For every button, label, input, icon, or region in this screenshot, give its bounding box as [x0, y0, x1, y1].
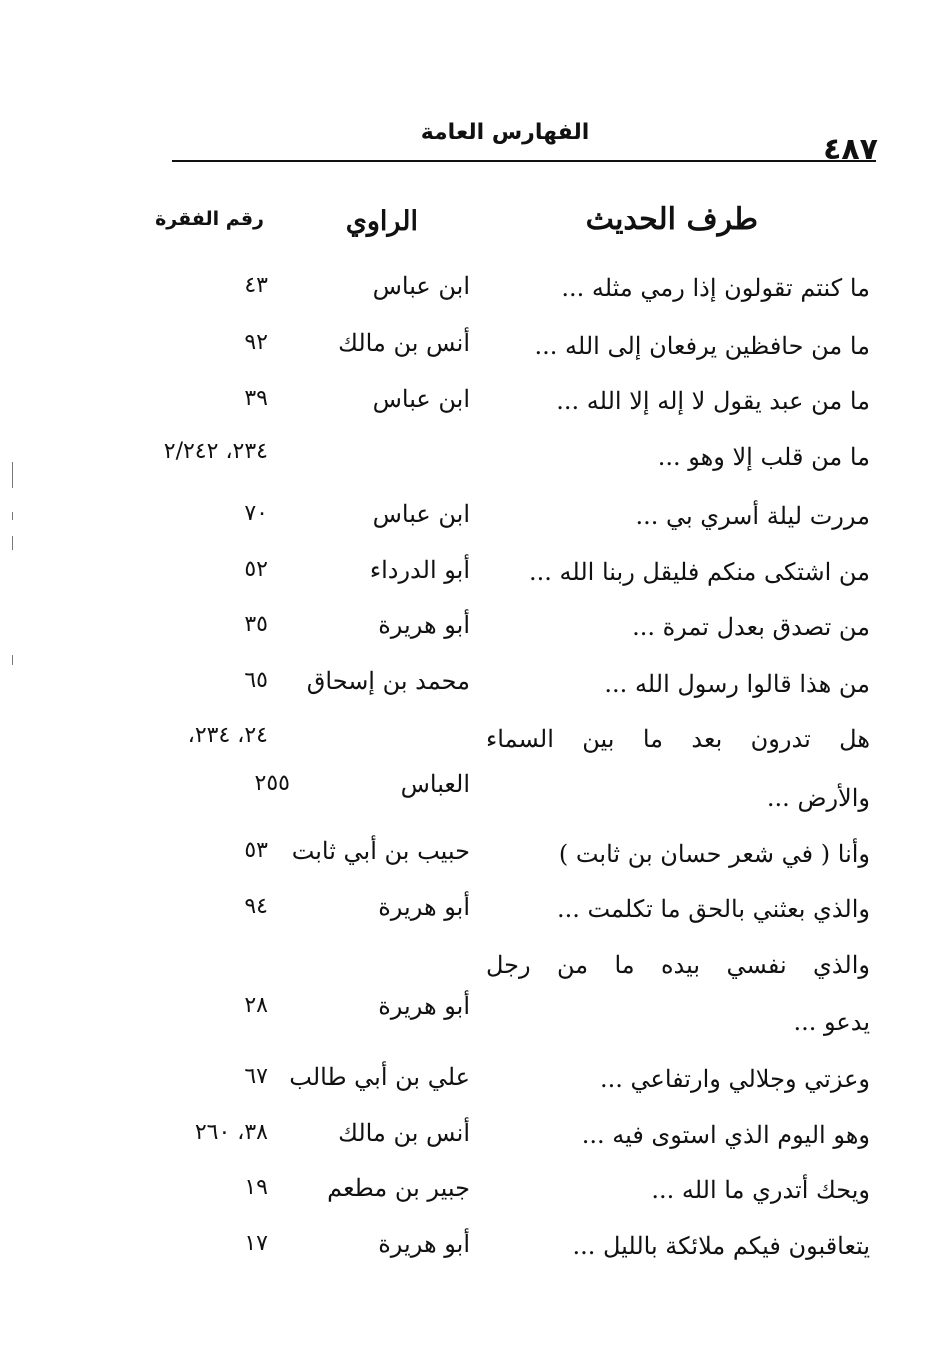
row-narrator: ابن عباس [372, 385, 470, 413]
row-hadith: من هذا قالوا رسول الله ... [604, 670, 870, 698]
row-narrator: أبو هريرة [378, 992, 470, 1020]
row-narrator: أبو هريرة [378, 1230, 470, 1258]
row-hadith: من تصدق بعدل تمرة ... [632, 613, 870, 641]
row-hadith: والذي بعثني بالحق ما تكلمت ... [556, 895, 870, 923]
scan-mark [12, 536, 13, 550]
row-hadith: وهو اليوم الذي استوى فيه ... [581, 1121, 870, 1149]
row-hadith-line-2: والأرض ... [766, 784, 870, 812]
row-paragraph-line-2: ٢٥٥ [254, 771, 290, 796]
row-paragraph: ٦٥ [244, 668, 268, 693]
row-paragraph: ٥٢ [244, 557, 268, 582]
running-header-title: الفهارس العامة [420, 120, 590, 145]
column-header-hadith: طرف الحديث [585, 202, 758, 237]
row-narrator: أنس بن مالك [338, 1119, 470, 1147]
row-paragraph: ٦٧ [244, 1064, 268, 1089]
row-hadith: ما من قلب إلا وهو ... [657, 443, 870, 471]
scan-mark [12, 462, 13, 488]
column-header-narrator: الراوي [345, 206, 418, 237]
row-hadith: من اشتكى منكم فليقل ربنا الله ... [529, 558, 870, 586]
row-narrator: أبو هريرة [378, 611, 470, 639]
row-hadith: مررت ليلة أسري بي ... [635, 502, 870, 530]
row-hadith: ما من حافظين يرفعان إلى الله ... [534, 332, 870, 360]
row-hadith-line-1: والذي نفسي بيده ما من رجل [486, 951, 870, 979]
row-hadith: ما من عبد يقول لا إله إلا الله ... [556, 387, 870, 415]
row-paragraph: ٩٢ [244, 330, 268, 355]
row-paragraph: ٧٠ [244, 501, 268, 526]
row-paragraph: ٤٣ [244, 273, 268, 298]
row-narrator: ابن عباس [372, 272, 470, 300]
row-narrator: أبو هريرة [378, 893, 470, 921]
row-paragraph: ٣٥ [244, 612, 268, 637]
row-narrator: جبير بن مطعم [327, 1174, 470, 1202]
row-narrator: أنس بن مالك [338, 329, 470, 357]
header-rule [172, 160, 876, 162]
row-narrator: أبو الدرداء [369, 556, 470, 584]
row-paragraph: ٢٨ [244, 993, 268, 1018]
row-paragraph: ٩٤ [244, 894, 268, 919]
column-header-paragraph: رقم الفقرة [155, 208, 264, 230]
row-paragraph: ٥٣ [244, 838, 268, 863]
row-paragraph: ٣٩ [244, 386, 268, 411]
row-narrator: ابن عباس [372, 500, 470, 528]
row-paragraph: ٢٣٤، ٢/٢٤٢ [163, 439, 268, 464]
row-paragraph: ١٩ [244, 1175, 268, 1200]
row-hadith: ويحك أتدري ما الله ... [651, 1176, 870, 1204]
row-hadith-line-1: هل تدرون بعد ما بين السماء [486, 725, 870, 753]
row-paragraph-line-1: ٢٤، ٢٣٤، [187, 723, 268, 748]
row-hadith: وأنا ( في شعر حسان بن ثابت ) [558, 840, 870, 868]
scan-mark [12, 655, 13, 665]
row-narrator: العباس [400, 770, 470, 798]
row-paragraph: ٣٨، ٢٦٠ [194, 1120, 268, 1145]
row-hadith: يتعاقبون فيكم ملائكة بالليل ... [572, 1232, 870, 1260]
row-hadith: ما كنتم تقولون إذا رمي مثله ... [561, 274, 870, 302]
row-narrator: حبيب بن أبي ثابت [291, 837, 470, 865]
page-number: ٤٨٧ [823, 132, 878, 167]
scan-mark [12, 512, 13, 520]
row-hadith: وعزتي وجلالي وارتفاعي ... [600, 1065, 870, 1093]
row-narrator: علي بن أبي طالب [289, 1063, 470, 1091]
row-hadith-line-2: يدعو ... [793, 1008, 870, 1036]
row-narrator: محمد بن إسحاق [306, 667, 470, 695]
row-paragraph: ١٧ [244, 1231, 268, 1256]
